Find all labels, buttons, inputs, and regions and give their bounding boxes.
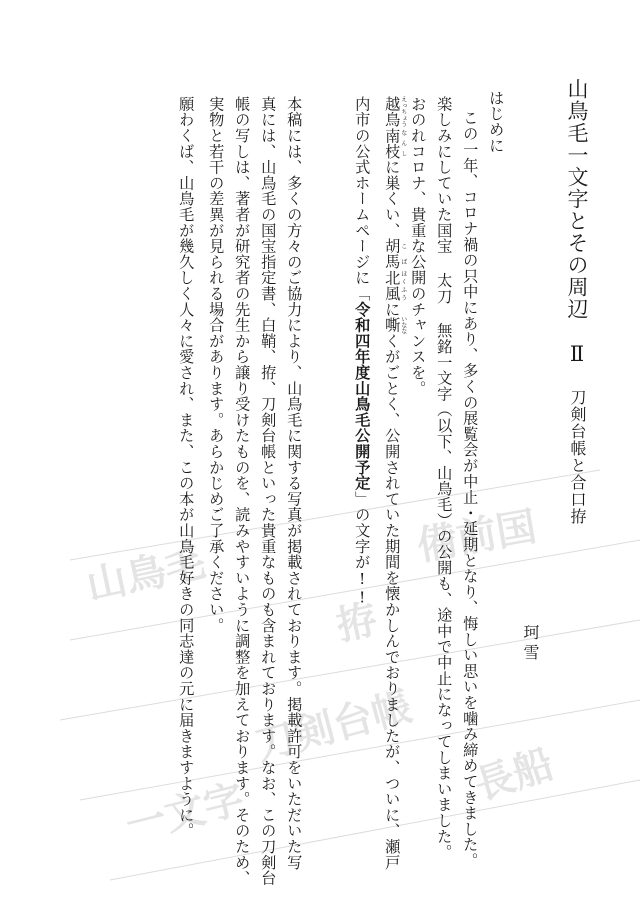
ruby-nanshi: なんし (399, 127, 407, 160)
ruby-etchou: えっちょう (399, 96, 407, 128)
body-line-2: 真には、山鳥毛の国宝指定書、白鞘、拵、刀剣台帳といった貴重なものも含まれております。なお、この刀剣台 (259, 96, 278, 886)
ruby-inanaku: いなな (399, 316, 407, 335)
title-volume: Ⅱ (565, 342, 589, 367)
watermark-glyph: 備前国 (413, 502, 540, 570)
intro-line-3: おのれコロナ、貴重な公開のチャンスを。 (409, 96, 428, 397)
intro-line-1: この一年、コロナ禍の只中にあり、多くの展覧会が中止・延期となり、悔しい思いを噛み締めてきました。 (461, 110, 480, 869)
intro-line-2: 楽しみにしていた国宝 太刀 無銘一文字（以下、山鳥毛）の公開も、途中で中止になってしまいました。 (435, 96, 454, 860)
line4-text-1: に巣くい、 (383, 159, 402, 239)
word-etchou: 越鳥 (383, 96, 402, 128)
line5-post: 」の文字が!! (353, 491, 372, 608)
watermark-glyph: 拵 (332, 595, 382, 650)
emphasis-announcement: 令和四年度山鳥毛公開予定 (353, 301, 372, 492)
body-line-1: 本稿には、多くの方々のご協力により、山鳥毛に関する写真が掲載されております。掲載許可をいただいた写 (285, 96, 304, 871)
watermark-glyph: 山鳥毛 (82, 538, 210, 610)
word-hokufuu: 北風 (383, 269, 402, 302)
line4-text-3: くがごとく、公開されていた期間を懐かしんでおりましたが、ついに、瀬戸 (383, 333, 402, 871)
word-nanshi: 南枝 (383, 127, 402, 160)
title-main: 山鳥毛一文字とその周辺 (565, 78, 589, 320)
author-name: 珂雪 (521, 624, 540, 664)
word-koba: 胡馬 (383, 238, 402, 270)
watermark-glyph: 長船 (468, 740, 560, 810)
body-line-4: 実物と若干の差異が見られる場合があります。あらかじめご了承ください。 (207, 96, 226, 634)
ruby-koba: こば (399, 238, 407, 270)
watermark-glyph: 一文字 (121, 775, 249, 850)
intro-line-5 (353, 96, 372, 608)
watermark-glyph: 刀剣台帳 (250, 682, 418, 770)
body-line-3: 帳の写しは、著者が研究者の先生から譲り受けたものを、読みやすいように調整を加えております。そのため、 (233, 96, 252, 886)
page-title (566, 78, 587, 525)
body-line-5: 願わくば、山鳥毛が幾久しく人々に愛され、また、この本が山鳥毛好きの同志達の元に届きますように。 (177, 96, 196, 839)
word-inanaku: 嘶 (383, 316, 402, 335)
line5-pre: 内市の公式ホームページに「 (353, 96, 372, 302)
section-heading: はじめに (487, 90, 506, 154)
line4-text-2: に (383, 301, 402, 318)
title-subtitle: 刀剣台帳と合口拵 (568, 389, 587, 525)
intro-line-4 (384, 96, 406, 870)
ruby-hokufuu: ほくふう (399, 269, 407, 302)
